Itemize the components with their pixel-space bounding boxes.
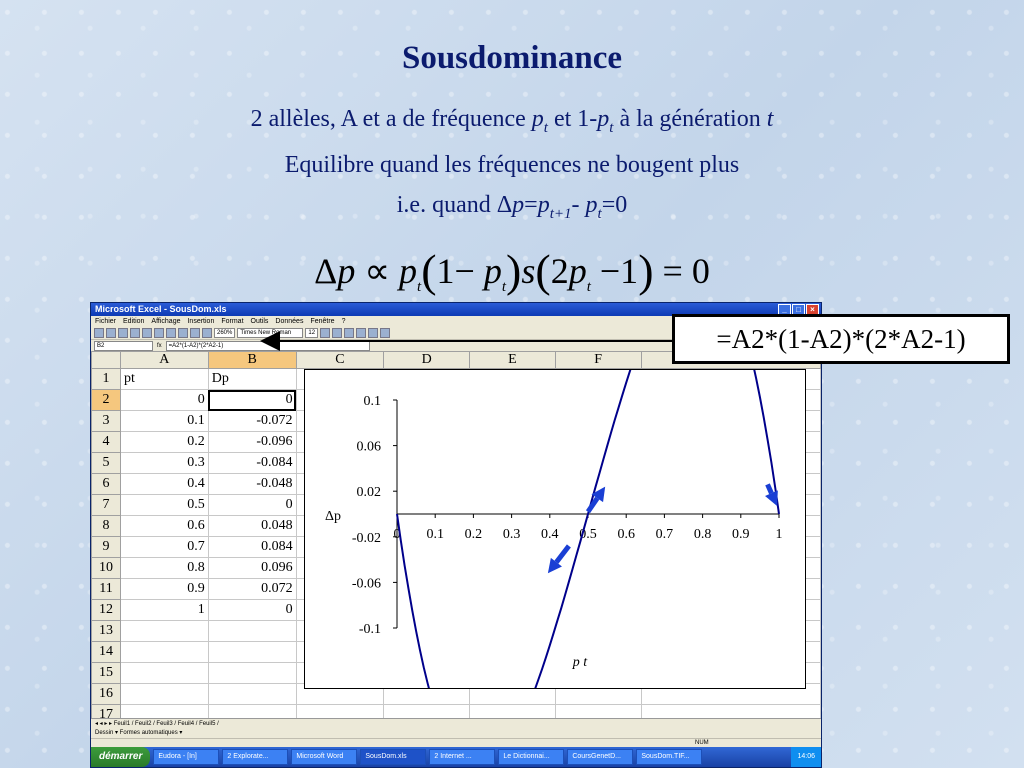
- cell-a[interactable]: pt: [120, 369, 208, 390]
- formula-callout: =A2*(1-A2)*(2*A2-1): [672, 314, 1010, 364]
- cell-b[interactable]: -0.048: [208, 474, 296, 495]
- cell-a[interactable]: 0.4: [120, 474, 208, 495]
- x-tick-label: 0.5: [579, 527, 597, 542]
- font-size-select[interactable]: 12: [305, 328, 318, 338]
- open-icon[interactable]: [106, 328, 116, 338]
- cell-b[interactable]: 0.096: [208, 558, 296, 579]
- row-header[interactable]: 17: [92, 705, 121, 719]
- cell-a[interactable]: 0.5: [120, 495, 208, 516]
- column-header-f[interactable]: F: [555, 352, 641, 369]
- cell-b[interactable]: -0.084: [208, 453, 296, 474]
- cell-c[interactable]: [296, 705, 384, 719]
- cell-a[interactable]: 1: [120, 600, 208, 621]
- zoom-select[interactable]: 260%: [214, 328, 235, 338]
- chart-wizard-icon[interactable]: [202, 328, 212, 338]
- row-header[interactable]: 10: [92, 558, 121, 579]
- x-tick-label: 0.2: [464, 527, 483, 542]
- y-tick-label: -0.06: [351, 576, 381, 592]
- menu-format[interactable]: Format: [221, 318, 244, 325]
- window-title: Microsoft Excel - SousDom.xls: [95, 304, 227, 314]
- menu-edit[interactable]: Edition: [123, 318, 145, 325]
- menu-file[interactable]: Fichier: [95, 318, 117, 325]
- row-header[interactable]: 5: [92, 453, 121, 474]
- minimize-icon[interactable]: _: [778, 304, 791, 316]
- taskbar-clock: 14:06: [791, 747, 821, 767]
- cell-b[interactable]: 0.084: [208, 537, 296, 558]
- row-header[interactable]: 7: [92, 495, 121, 516]
- cell-b[interactable]: 0: [208, 390, 296, 411]
- y-tick-label: 0.1: [363, 394, 381, 409]
- task-tif[interactable]: SousDom.TIF...: [636, 749, 702, 765]
- cell-f[interactable]: [555, 705, 641, 719]
- x-tick-label: 0.7: [655, 527, 674, 542]
- cut-icon[interactable]: [142, 328, 152, 338]
- print-icon[interactable]: [130, 328, 140, 338]
- paste-icon[interactable]: [166, 328, 176, 338]
- cell-b[interactable]: -0.072: [208, 411, 296, 432]
- cell-e[interactable]: [470, 705, 556, 719]
- slide-formula: $\Delta p \propto p_t(1- p_t)s(2p_t -1) = 0$: [314, 245, 710, 296]
- drawing-toolbar[interactable]: Dessin ▾ Formes automatiques ▾: [95, 730, 183, 736]
- cell-a[interactable]: 0.2: [120, 432, 208, 453]
- cell-b[interactable]: [208, 684, 296, 705]
- y-axis-label: Δp: [325, 509, 342, 524]
- fx-icon: fx: [157, 342, 162, 349]
- y-tick-label: 0.06: [356, 439, 381, 455]
- cell-b[interactable]: [208, 621, 296, 642]
- slide-title: Sousdominance: [401, 40, 623, 76]
- align-left-icon[interactable]: [356, 328, 366, 338]
- new-icon[interactable]: [94, 328, 104, 338]
- x-tick-label: 0.4: [541, 527, 559, 542]
- task-dictionnaire[interactable]: Le Dictionnai...: [498, 749, 564, 765]
- cell-b[interactable]: [208, 705, 296, 719]
- cell-a[interactable]: 0.7: [120, 537, 208, 558]
- task-eudora[interactable]: Eudora - [In]: [153, 749, 219, 765]
- task-cours[interactable]: CoursGenetD...: [567, 749, 633, 765]
- row-header[interactable]: 12: [92, 600, 121, 621]
- start-button[interactable]: démarrer: [91, 747, 150, 767]
- row-header[interactable]: 15: [92, 663, 121, 684]
- x-axis-label: p t: [572, 655, 588, 670]
- task-explorer[interactable]: 2 Explorate...: [222, 749, 288, 765]
- num-lock-indicator: NUM: [695, 740, 709, 746]
- cell-a[interactable]: 0.6: [120, 516, 208, 537]
- sheet-tabs[interactable]: ◂ ◂ ▸ ▸ Feuil1 / Feuil2 / Feuil3 / Feuil4 / Feuil5 /: [91, 718, 822, 729]
- formula-input[interactable]: =A2*(1-A2)*(2*A2-1): [166, 341, 370, 351]
- column-header-c[interactable]: C: [296, 352, 384, 369]
- row-header[interactable]: 3: [92, 411, 121, 432]
- cell-b[interactable]: 0: [208, 495, 296, 516]
- undo-icon[interactable]: [178, 328, 188, 338]
- column-header-b[interactable]: B: [208, 352, 296, 369]
- embedded-chart[interactable]: [304, 369, 806, 689]
- cell-a[interactable]: 0.9: [120, 579, 208, 600]
- slide-line-alleles: 2 allèles, A et a de fréquence $p_t$ et $1-p_t$ à la génération t: [250, 106, 774, 136]
- column-header-d[interactable]: D: [384, 352, 470, 369]
- task-word[interactable]: Microsoft Word: [291, 749, 357, 765]
- close-icon[interactable]: ×: [806, 304, 819, 316]
- row-header[interactable]: 9: [92, 537, 121, 558]
- column-header-e[interactable]: E: [470, 352, 556, 369]
- slide-line-equilibrium: Equilibre quand les fréquences ne bougent plus: [284, 152, 740, 178]
- cell-a[interactable]: [120, 684, 208, 705]
- name-box[interactable]: B2: [94, 341, 153, 351]
- x-tick-label: 0.8: [693, 527, 712, 542]
- row-header[interactable]: 16: [92, 684, 121, 705]
- table-row: [92, 705, 821, 719]
- x-tick-label: 0.6: [617, 527, 635, 542]
- row-header[interactable]: 11: [92, 579, 121, 600]
- row-header[interactable]: 14: [92, 642, 121, 663]
- row-header[interactable]: 2: [92, 390, 121, 411]
- cell-a[interactable]: 0.3: [120, 453, 208, 474]
- bold-icon[interactable]: [320, 328, 330, 338]
- cell-b[interactable]: 0.048: [208, 516, 296, 537]
- align-right-icon[interactable]: [380, 328, 390, 338]
- cell-b[interactable]: -0.096: [208, 432, 296, 453]
- cell-a[interactable]: [120, 642, 208, 663]
- row-header[interactable]: 4: [92, 432, 121, 453]
- task-excel[interactable]: SousDom.xls: [360, 749, 426, 765]
- underline-icon[interactable]: [344, 328, 354, 338]
- copy-icon[interactable]: [154, 328, 164, 338]
- cell-d[interactable]: [384, 705, 470, 719]
- cell-b[interactable]: [208, 642, 296, 663]
- windows-taskbar: [91, 747, 821, 767]
- task-internet[interactable]: 2 Internet ...: [429, 749, 495, 765]
- cell-g[interactable]: [641, 705, 820, 719]
- menu-help[interactable]: ?: [341, 318, 346, 325]
- slide-line-condition: i.e. quand $\Delta p=p_{t+1}-$ $p_t=0$: [396, 192, 628, 222]
- arrow-toward-one-shaft: [768, 484, 772, 493]
- font-select[interactable]: Times New Roman: [237, 328, 303, 338]
- arrow-left-of-mid-shaft: [556, 546, 568, 562]
- row-header[interactable]: 1: [92, 369, 121, 390]
- italic-icon[interactable]: [332, 328, 342, 338]
- save-icon[interactable]: [118, 328, 128, 338]
- x-tick-label: 0.3: [502, 527, 521, 542]
- cell-b[interactable]: Dp: [208, 369, 296, 390]
- cell-a[interactable]: [120, 705, 208, 719]
- y-tick-label: 0.02: [356, 485, 381, 501]
- menu-window[interactable]: Fenêtre: [310, 318, 335, 325]
- x-tick-label: 0: [393, 527, 401, 542]
- y-tick-label: -0.02: [351, 530, 381, 546]
- cell-a[interactable]: 0.8: [120, 558, 208, 579]
- menu-tools[interactable]: Outils: [250, 318, 269, 325]
- cell-b[interactable]: [208, 663, 296, 684]
- maximize-icon[interactable]: □: [792, 304, 805, 316]
- x-tick-label: 1: [775, 527, 783, 542]
- sum-icon[interactable]: [190, 328, 200, 338]
- cell-a[interactable]: [120, 621, 208, 642]
- menu-data[interactable]: Données: [275, 318, 304, 325]
- cell-a[interactable]: 0.1: [120, 411, 208, 432]
- row-header[interactable]: 13: [92, 621, 121, 642]
- chart-svg: [305, 370, 805, 688]
- column-header-a[interactable]: A: [120, 352, 208, 369]
- cell-b[interactable]: 0.072: [208, 579, 296, 600]
- menu-insert[interactable]: Insertion: [187, 318, 215, 325]
- cell-a[interactable]: [120, 663, 208, 684]
- menu-view[interactable]: Affichage: [151, 318, 181, 325]
- cell-b[interactable]: 0: [208, 600, 296, 621]
- row-header[interactable]: 6: [92, 474, 121, 495]
- select-all-corner[interactable]: [92, 352, 121, 369]
- row-header[interactable]: 8: [92, 516, 121, 537]
- x-tick-label: 0.9: [732, 527, 750, 542]
- align-center-icon[interactable]: [368, 328, 378, 338]
- y-tick-label: -0.1: [358, 622, 381, 637]
- cell-a[interactable]: 0: [120, 390, 208, 411]
- x-tick-label: 0.1: [426, 527, 444, 542]
